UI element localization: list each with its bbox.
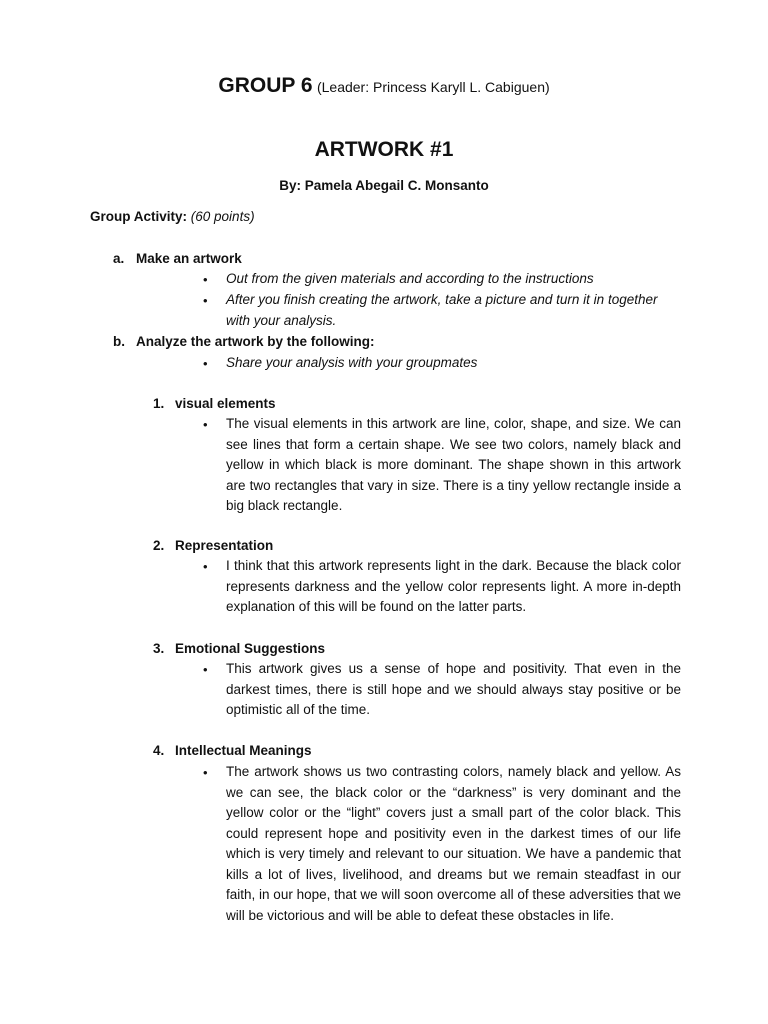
- group-activity: [90, 209, 255, 224]
- bullet-icon: •: [203, 356, 208, 371]
- task-marker-b: b.: [113, 334, 125, 349]
- bullet-icon: •: [203, 765, 208, 780]
- analysis-marker-2: 2.: [153, 538, 165, 553]
- bullet-icon: •: [203, 293, 208, 308]
- analysis-text-visual-elements: The visual elements in this artwork are line, color, shape, and size. We can see lines that form a certain shape. We see two colors, namely black and yellow in which black is more dominant. The shape shown in this artwork are two rectangles that vary in size. There is a tiny yellow rectangle inside a big black rectangle.: [226, 416, 681, 513]
- analysis-text-representation: I think that this artwork represents light in the dark. Because the black color represents darkness and the yellow color represents light. A more in-depth explanation of this will be found on the latter parts.: [226, 558, 681, 614]
- analysis-text-intellectual-meanings: The artwork shows us two contrasting colors, namely black and yellow. As we can see, the black color or the “darkness” is very dominant and the yellow color or the “light” covers just a small part of the color black. This could represent hope and positivity even in the darkest times of our life which is very timely and relevant to our situation. We have a pandemic that kills a lot of lives, livelihood, and dreams but we remain steadfast in our faith, in our hope, that we will soon overcome all of these adversities that we will be victorious and will be able to defeat these obstacles in life.: [226, 764, 681, 923]
- bullet-icon: •: [203, 559, 208, 574]
- analysis-text-emotional-suggestions: This artwork gives us a sense of hope and positivity. That even in the darkest times, there is still hope and we should always stay positive or be optimistic all of the time.: [226, 661, 681, 717]
- author-byline: By: Pamela Abegail C. Monsanto: [279, 178, 489, 193]
- analysis-label-visual-elements: visual elements: [175, 396, 276, 411]
- artwork-title: ARTWORK #1: [314, 138, 454, 161]
- task-b-bullet-1: Share your analysis with your groupmates: [226, 355, 478, 370]
- task-a-bullet-2: After you finish creating the artwork, take a picture and turn it in together with your analysis.: [226, 292, 658, 328]
- task-label-a: Make an artwork: [136, 251, 242, 266]
- group-header: [0, 74, 768, 98]
- analysis-marker-4: 4.: [153, 743, 165, 758]
- bullet-icon: •: [203, 662, 208, 677]
- bullet-icon: •: [203, 272, 208, 287]
- group-activity-points: (60 points): [190, 209, 255, 224]
- analysis-label-emotional-suggestions: Emotional Suggestions: [175, 641, 326, 656]
- bullet-icon: •: [203, 417, 208, 432]
- group-leader: (Leader: Princess Karyll L. Cabiguen): [316, 79, 550, 95]
- task-label-b: Analyze the artwork by the following:: [136, 334, 375, 349]
- group-activity-label: Group Activity:: [90, 209, 188, 224]
- task-marker-a: a.: [113, 251, 125, 266]
- task-a-bullet-1: Out from the given materials and according to the instructions: [226, 271, 594, 286]
- group-title: GROUP 6: [218, 74, 313, 97]
- analysis-marker-3: 3.: [153, 641, 165, 656]
- analysis-marker-1: 1.: [153, 396, 165, 411]
- analysis-label-intellectual-meanings: Intellectual Meanings: [175, 743, 312, 758]
- analysis-label-representation: Representation: [175, 538, 274, 553]
